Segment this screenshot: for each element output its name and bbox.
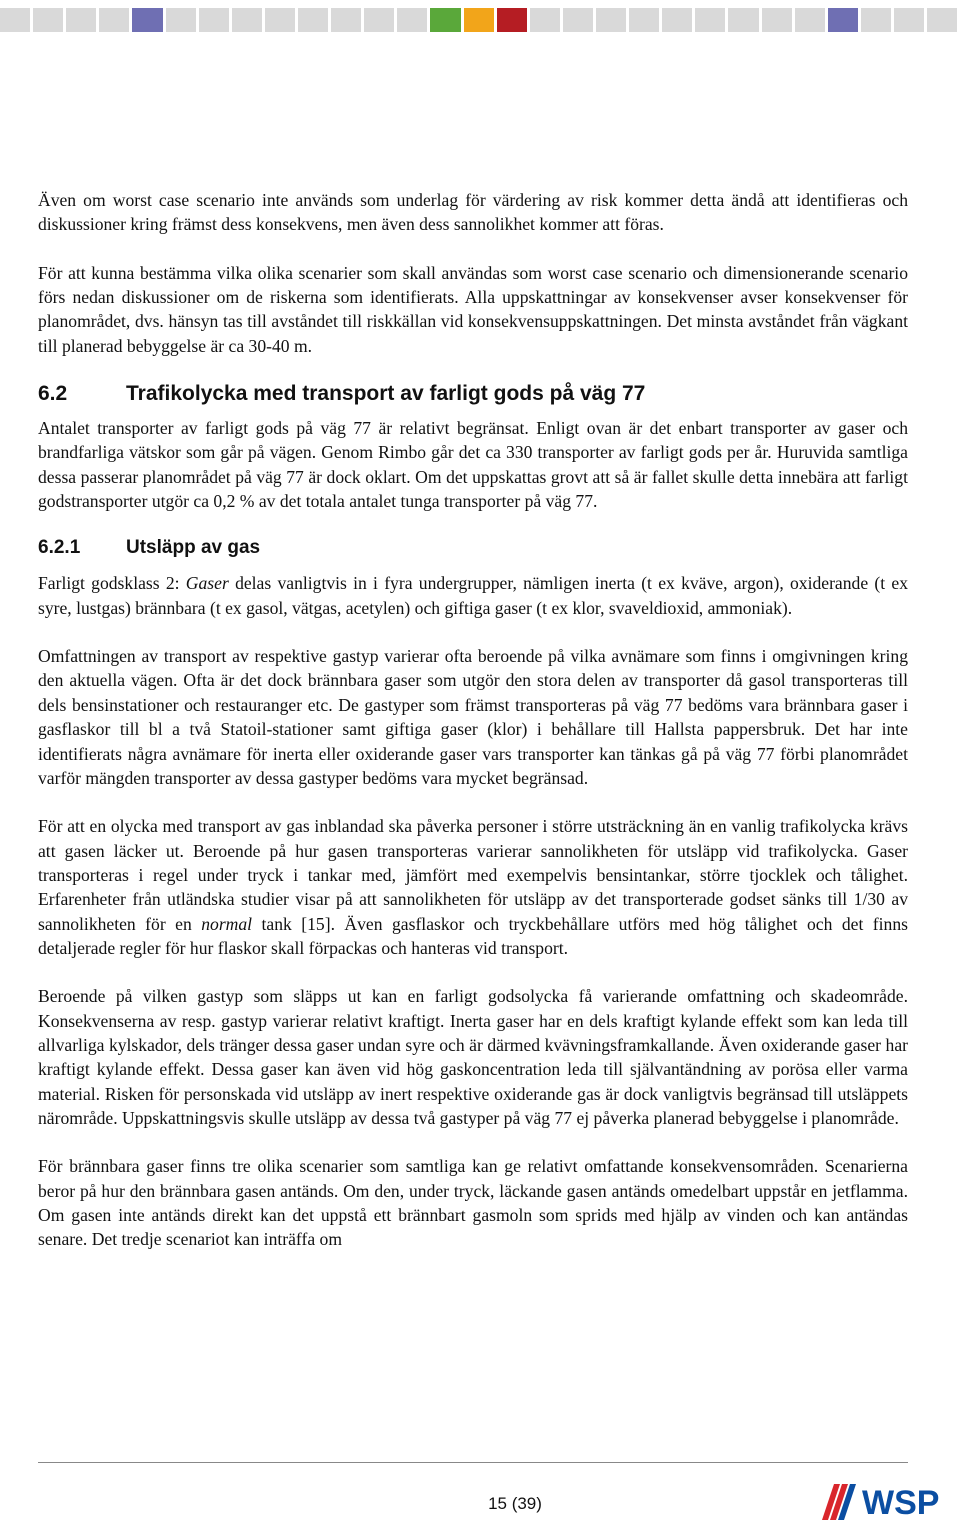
color-square	[298, 8, 328, 32]
text-run: För att en olycka med transport av gas inblandad ska påverka personer i större utsträckning än en vanlig trafikolycka krävs att gasen läcker ut. Beroende på hur gasen transporteras varierar sannolikheten för utsläpp vid trafikolycka. Gaser transporteras i regel under tryck i tankar med, jämfört med exempelvis bensintankar, större tjocklek och tålighet. Erfarenheter från utländska studier visar på att sannolikheten för utsläpp av det transporterade godset sänks till 1/30 av sannolikheten för en	[38, 816, 908, 934]
color-square	[795, 8, 825, 32]
color-square	[530, 8, 560, 32]
italic-text: normal	[201, 913, 253, 934]
paragraph-transports: Antalet transporter av farligt gods på väg 77 är relativt begränsat. Enligt ovan är det enbart transporter av gaser och brandfarliga vätskor som går på vägen. Genom Rimbo går det ca 330 transporter av farligt gods per år. Huruvida samtliga dessa passerar planområdet på väg 77 är dock oklart. Om det uppskattas grovt att så är fallet skulle detta innebära att farligt godstransporter utgör ca 0,2 % av det totala antalet tunga transporter på väg 77.	[38, 418, 908, 512]
color-square	[0, 8, 30, 32]
color-square	[265, 8, 295, 32]
color-square	[199, 8, 229, 32]
section-heading	[38, 382, 908, 406]
color-square	[66, 8, 96, 32]
color-square	[728, 8, 758, 32]
section-number: 6.2	[38, 382, 68, 406]
subsection-title: Utsläpp av gas	[126, 537, 261, 559]
color-square	[166, 8, 196, 32]
wsp-logo	[818, 1476, 958, 1522]
footer-divider	[38, 1462, 908, 1463]
paragraph-leak-probability	[38, 814, 908, 960]
subsection-number: 6.2.1	[38, 537, 81, 559]
paragraph-scenarios: För att kunna bestämma vilka olika scenarier som skall användas som worst case scenario och dimensionerande scenario förs nedan diskussioner om de riskerna som identifierats. Alla uppskattningar av konsekvenser avser konsekvenser för planområdet, dvs. hänsyn tas till avståndet till riskkällan vid konsekvensuppskattningen. Det minsta avståndet från vägkant till planerad bebyggelse är ca 30-40 m.	[38, 262, 908, 356]
italic-text: Gaser	[185, 573, 229, 594]
color-square	[331, 8, 361, 32]
paragraph-flammable-gases: För brännbara gaser finns tre olika scenarier som samtliga kan ge relativt omfattande konsekvensområden. Scenarierna beror på hur den brännbara gasen antänds. Om den, under tryck, läckande gasen antänds omedelbart uppstår en jetflamma. Om gasen inte antänds direkt kan det uppstå ett brännbart gasmoln som sprids med hjälp av vinden och kan antändas senare. Det tredje scenariot kan inträffa om	[38, 1156, 908, 1250]
paragraph-worst-case: Även om worst case scenario inte används som underlag för värdering av risk kommer detta ändå att identifieras och diskussioner kring främst dess konsekvens, men även dess sannolikhet kommer att föras.	[38, 190, 908, 235]
paragraph-gas-classes	[38, 571, 908, 620]
logo-text: WSP	[862, 1484, 940, 1522]
top-color-bar	[0, 8, 960, 32]
color-square	[894, 8, 924, 32]
color-square	[762, 8, 792, 32]
color-square	[828, 8, 858, 32]
page-number: 15 (39)	[488, 1494, 542, 1513]
color-square	[629, 8, 659, 32]
section-title: Trafikolycka med transport av farligt gods på väg 77	[126, 382, 646, 406]
color-square	[33, 8, 63, 32]
color-square	[99, 8, 129, 32]
paragraph-consequences: Beroende på vilken gastyp som släpps ut kan en farligt godsolycka få varierande omfattning och skadeområde. Konsekvenserna av resp. gastyp varierar relativt kraftigt. Inerta gaser har en dels kraftigt kylande effekt som kan leda till allvarliga kylskador, dels tränger dessa gaser undan syre och är därmed kvävningsframkallande. Även oxiderande gaser har kraftigt kylande effekt. Dessa gaser kan även vid hög gaskoncentration leda till självantändning av porösa eller varma material. Risken för personskada vid utsläpp av inert respektive oxiderande gas är dock vanligtvis begränsad till utsläppets närområde. Uppskattningsvis skulle utsläpp av dessa två gastyper på väg 77 ej påverka planerad bebyggelse i planområde.	[38, 986, 908, 1128]
text-run: Farligt godsklass 2:	[38, 573, 186, 594]
color-square	[927, 8, 957, 32]
color-square	[497, 8, 527, 32]
color-square	[397, 8, 427, 32]
color-square	[695, 8, 725, 32]
color-square	[464, 8, 494, 32]
color-square	[364, 8, 394, 32]
text-run: delas vanligtvis in i fyra undergrupper, nämligen inerta (t ex kväve, argon), oxiderande (t ex syre, lustgas) brännbara (t ex gasol, vätgas, acetylen) och giftiga gaser (t ex klor, svaveldioxid, ammoniak).	[38, 573, 908, 618]
color-square	[861, 8, 891, 32]
color-square	[662, 8, 692, 32]
text-run: tank [15]. Även gasflaskor och tryckbehållare utförs med hög tålighet och det finns detaljerade regler för hur flaskor skall förpackas och hanteras vid transport.	[38, 913, 908, 958]
paragraph-transport-extent: Omfattningen av transport av respektive gastyp varierar ofta beroende på vilka avnämare som finns i omgivningen kring den aktuella vägen. Ofta är det dock brännbara gaser som utgör den stora delen av transporter då gasol transporteras till dels bensinstationer och restauranger etc. De gastyper som främst transporteras på väg 77 bedöms vara brännbara gaser i gasflaskor till bl a två Statoil-stationer samt giftiga gaser (klor) i behållare till Hallsta pappersbruk. Det har inte identifierats några avnämare för inerta eller oxiderande gaser vars transporter kan tänkas gå på väg 77 förbi planområdet varför mängden transporter av dessa gastyper bedöms vara mycket begränsad.	[38, 646, 908, 788]
color-square	[132, 8, 162, 32]
color-square	[430, 8, 460, 32]
color-square	[563, 8, 593, 32]
page-content	[38, 188, 908, 1276]
color-square	[596, 8, 626, 32]
subsection-heading	[38, 537, 908, 559]
color-square	[232, 8, 262, 32]
